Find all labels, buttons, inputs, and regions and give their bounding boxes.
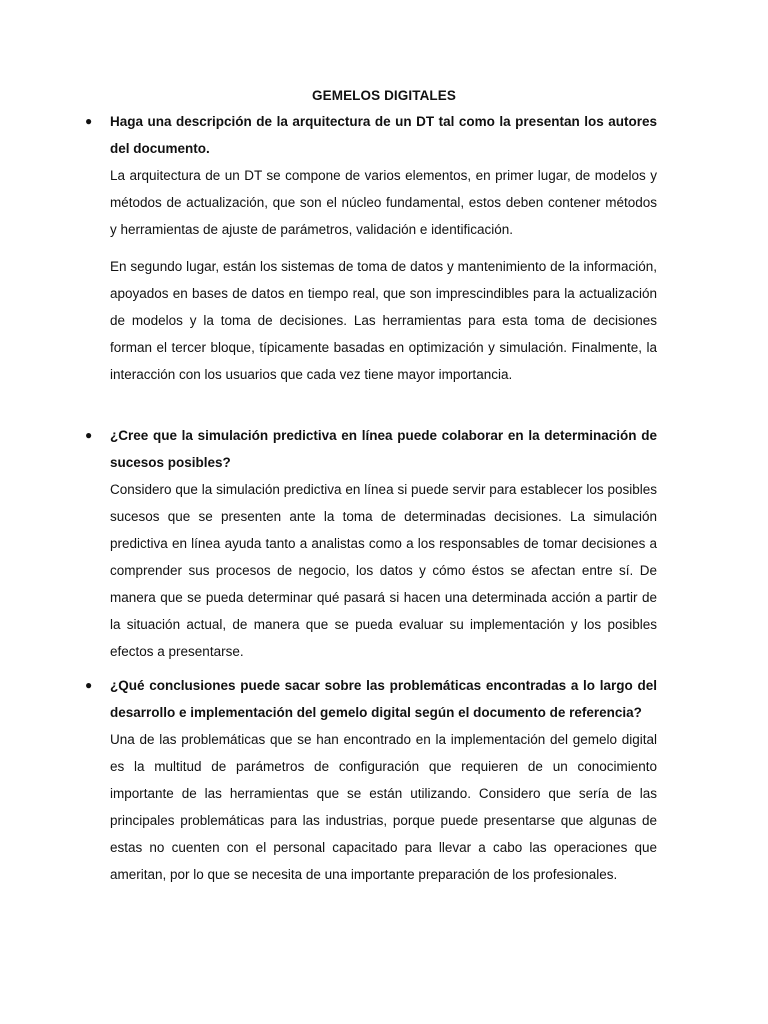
question-heading: ¿Cree que la simulación predictiva en línea puede colaborar en la determinación de sucesos posibles? [110, 428, 657, 470]
question-heading: Haga una descripción de la arquitectura de un DT tal como la presentan los autores del documento. [110, 114, 657, 156]
question-heading: ¿Qué conclusiones puede sacar sobre las problemáticas encontradas a lo largo del desarrollo e implementación del gemelo digital según el documento de referencia? [110, 678, 657, 720]
question-section-1 [85, 108, 657, 388]
answer-paragraph: En segundo lugar, están los sistemas de toma de datos y mantenimiento de la información, apoyados en bases de datos en tiempo real, que son imprescindibles para la actualización de modelos y la toma de decisiones. Las herramientas para esta toma de decisiones forman el tercer bloque, típicamente basadas en optimización y simulación. Finalmente, la interacción con los usuarios que cada vez tiene mayor importancia. [110, 259, 657, 382]
bullet-icon: ● [85, 678, 93, 692]
answer-paragraph: La arquitectura de un DT se compone de varios elementos, en primer lugar, de modelos y métodos de actualización, que son el núcleo fundamental, estos deben contener métodos y herramientas de ajuste de parámetros, validación e identificación. [110, 168, 657, 237]
question-section-2 [85, 422, 657, 665]
question-section-3 [85, 672, 657, 888]
answer-paragraph: Considero que la simulación predictiva en línea si puede servir para establecer los posibles sucesos que se presenten ante la toma de determinadas decisiones. La simulación predictiva en línea ayuda tanto a analistas como a los responsables de tomar decisiones a comprender sus procesos de negocio, los datos y cómo éstos se afectan entre sí. De manera que se pueda determinar qué pasará si hacen una determinada acción a partir de la situación actual, de manera que se pueda evaluar su implementación y los posibles efectos a presentarse. [110, 482, 657, 659]
document-title: GEMELOS DIGITALES [312, 88, 456, 103]
bullet-icon: ● [85, 114, 93, 128]
answer-paragraph: Una de las problemáticas que se han encontrado en la implementación del gemelo digital es la multitud de parámetros de configuración que requieren de un conocimiento importante de las herramientas que se están utilizando. Considero que sería de las principales problemáticas para las industrias, porque puede presentarse que algunas de estas no cuenten con el personal capacitado para llevar a cabo las operaciones que ameritan, por lo que se necesita de una importante preparación de los profesionales. [110, 732, 657, 882]
bullet-icon: ● [85, 428, 93, 442]
